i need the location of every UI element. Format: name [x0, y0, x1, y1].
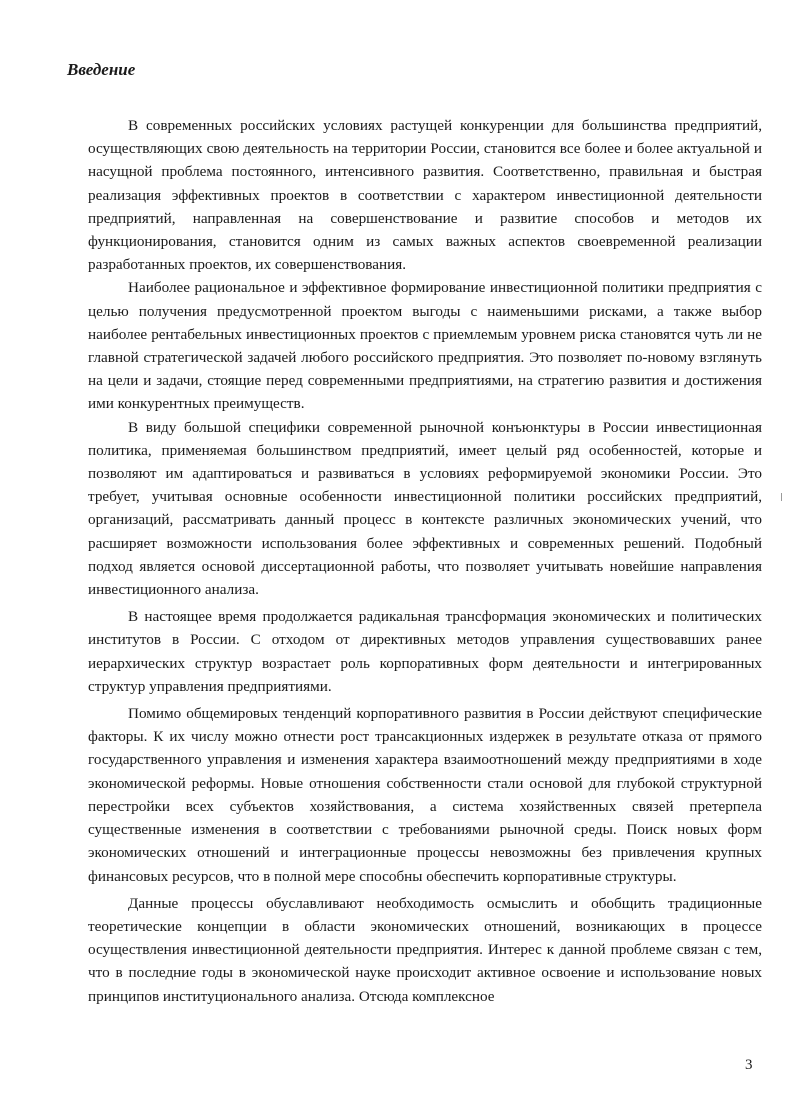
paragraph-1: В современных российских условиях растущей конкуренции для большинства предприятий, осуществляющих свою деятельность на территории России, становится все более и более актуальной и насущной проблема постоянного, интенсивного развития. Соответственно, правильная и быстрая реализация эффективных проектов в соответствии с характером инвестиционной деятельности предприятий, направленная на совершенствование и развитие способов и методов их функционирования, становится одним из самых важных аспектов своевременной реализации разработанных проектов, их совершенствования. [88, 117, 762, 274]
page-number: 3 [745, 1057, 753, 1073]
paragraph-6: Данные процессы обуславливают необходимость осмыслить и обобщить традиционные теоретические концепции в области экономических отношений, возникающих в процессе осуществления инвестиционной деятельности предприятия. Интерес к данной проблеме связан с тем, что в последние годы в экономической науке происходит активное освоение и использование новых принципов институционального анализа. Отсюда комплексное [88, 894, 762, 1005]
body-text [88, 114, 762, 1008]
paragraph-5: Помимо общемировых тенденций корпоративного развития в России действуют специфические факторы. К их числу можно отнести рост трансакционных издержек в результате отказа от прямого государственного управления и изменения характера взаимоотношений между предприятиями в ходе экономической реформы. Новые отношения собственности стали основой для глубокой структурной перестройки всех субъектов хозяйствования, а система хозяйственных связей претерпела существенные изменения в соответствии с требованиями рыночной среды. Поиск новых форм экономических отношений и интеграционные процессы невозможны без привлечения крупных финансовых ресурсов, что в полной мере способны обеспечить корпоративные структуры. [88, 705, 762, 885]
scan-margin-mark [781, 493, 782, 501]
paragraph-3: В виду большой специфики современной рыночной конъюнктуры в России инвестиционная политика, применяемая большинством предприятий, имеет целый ряд особенностей, которые и позволяют им адаптироваться и развиваться в условиях реформируемой экономики России. Это требует, учитывая основные особенности инвестиционной политики российских предприятий, организаций, рассматривать данный процесс в контексте различных экономических учений, что расширяет возможности использования более эффективных и современных решений. Подобный подход является основой диссертационной работы, что позволяет учитывать новейшие направления инвестиционного анализа. [88, 418, 762, 599]
section-heading: Введение [67, 60, 136, 79]
paragraph-4: В настоящее время продолжается радикальная трансформация экономических и политических институтов в России. С отходом от директивных методов управления существовавших ранее иерархических структур возрастает роль корпоративных форм деятельности и интегрированных структур управления предприятиями. [88, 608, 762, 695]
paragraph-2: Наиболее рациональное и эффективное формирование инвестиционной политики предприятия с целью получения предусмотренной проектом выгоды с наименьшими рисками, а также выбор наиболее рентабельных инвестиционных проектов с приемлемым уровнем риска становятся чуть ли не главной стратегической задачей любого российского предприятия. Это позволяет по-новому взглянуть на цели и задачи, стоящие перед современными предприятиями, на стратегию развития и достижения ими конкурентных преимуществ. [88, 279, 762, 413]
